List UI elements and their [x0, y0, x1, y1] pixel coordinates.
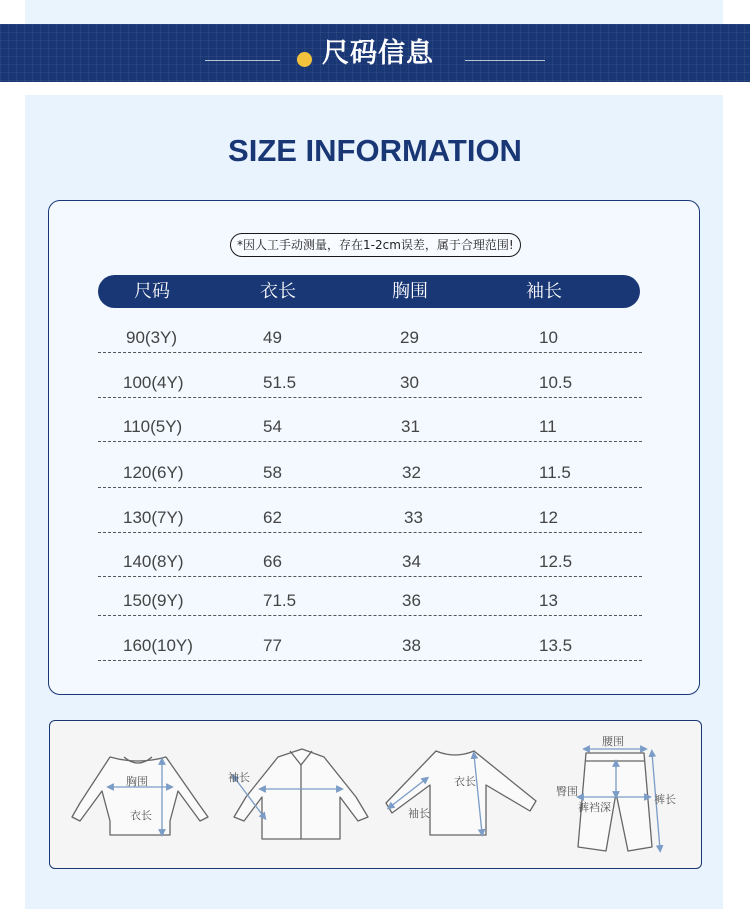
table-row	[98, 309, 642, 353]
cell-chest: 33	[404, 508, 423, 527]
cell-sleeve: 10	[539, 328, 558, 347]
section-title: SIZE INFORMATION	[228, 133, 522, 168]
shirt-icon	[234, 749, 368, 839]
cell-size: 120(6Y)	[123, 463, 184, 482]
header-length: 衣长	[260, 281, 296, 302]
measurement-diagram	[49, 720, 702, 869]
cell-size: 90(3Y)	[126, 328, 178, 347]
banner-dot-icon	[297, 52, 312, 67]
cell-length: 66	[263, 552, 282, 571]
table-row	[98, 489, 642, 533]
header-size: 尺码	[134, 281, 170, 302]
cell-size: 140(8Y)	[123, 552, 184, 571]
label-raglan-sleeve: 袖长	[408, 807, 430, 820]
cell-length: 49	[263, 328, 282, 347]
table-row	[98, 617, 642, 661]
cell-chest: 32	[402, 463, 421, 482]
label-pants-rise: 裤裆深	[578, 801, 611, 814]
header-chest: 胸围	[392, 281, 428, 302]
cell-sleeve: 13	[539, 591, 558, 610]
label-pants-hip: 臀围	[556, 785, 578, 798]
cell-sleeve: 13.5	[539, 636, 573, 655]
table-row	[98, 533, 642, 577]
table-row	[98, 398, 642, 442]
cell-chest: 29	[400, 328, 419, 347]
cell-chest: 38	[402, 636, 421, 655]
header-sleeve: 袖长	[526, 281, 562, 302]
cell-length: 54	[263, 417, 282, 436]
table-row	[98, 572, 642, 616]
cell-length: 62	[263, 508, 282, 527]
measurement-note: *因人工手动测量，存在1-2cm误差，属于合理范围!	[230, 233, 521, 257]
label-sweater-length: 衣长	[130, 809, 152, 822]
banner-line-right	[465, 60, 545, 61]
label-shirt-sleeve: 袖长	[228, 771, 250, 784]
cell-sleeve: 10.5	[539, 373, 573, 392]
banner-title: 尺码信息	[322, 38, 434, 69]
table-header	[98, 275, 640, 308]
cell-size: 130(7Y)	[123, 508, 184, 527]
label-sweater-chest: 胸围	[126, 775, 148, 788]
cell-size: 100(4Y)	[123, 373, 184, 392]
cell-chest: 30	[400, 373, 419, 392]
top-strip	[25, 0, 723, 24]
table-row	[98, 354, 642, 398]
section-banner	[0, 24, 750, 82]
cell-sleeve: 11.5	[539, 463, 571, 482]
cell-sleeve: 12	[539, 508, 558, 527]
cell-sleeve: 12.5	[539, 552, 573, 571]
cell-chest: 31	[401, 417, 420, 436]
cell-size: 110(5Y)	[123, 417, 183, 436]
label-raglan-length: 衣长	[454, 775, 476, 788]
cell-chest: 36	[402, 591, 421, 610]
cell-length: 51.5	[263, 373, 297, 392]
label-pants-length: 裤长	[654, 793, 676, 806]
cell-length: 77	[263, 636, 282, 655]
cell-length: 58	[263, 463, 282, 482]
cell-sleeve: 11	[539, 417, 557, 436]
label-pants-waist: 腰围	[602, 735, 624, 748]
banner-line-left	[205, 60, 280, 61]
cell-chest: 34	[402, 552, 421, 571]
cell-size: 150(9Y)	[123, 591, 184, 610]
cell-length: 71.5	[263, 591, 297, 610]
table-row	[98, 444, 642, 488]
sweater-icon	[72, 757, 208, 835]
cell-size: 160(10Y)	[123, 636, 193, 655]
